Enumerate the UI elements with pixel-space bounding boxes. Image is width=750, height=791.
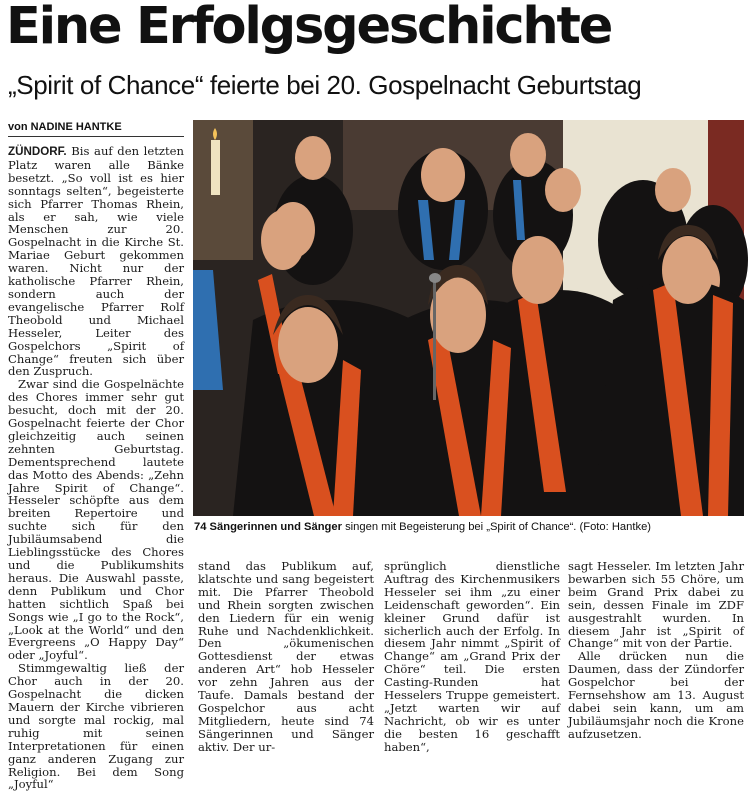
choir-photo-illustration xyxy=(193,120,744,516)
choir-photo xyxy=(193,120,744,516)
headline: Eine Erfolgsgeschichte xyxy=(6,0,612,56)
paragraph-1 xyxy=(8,145,184,378)
paragraph-2: Zwar sind die Gospelnächte des Chores immer sehr gut besucht, doch mit der 20. Gospelnacht feierte der Chor gleichzeitig auch seinen zehnten Geburtstag. Dementsprechend lautete das Motto des Abends: „Zehn Jahre Spirit of Change“. Hesseler schöpfte aus dem breiten Repertoire und suchte sich für den Jubiläumsabend die Lieblingsstücke des Chores und die Publikumshits heraus. Die Auswahl passte, denn Publikum und Chor hatten sichtlich Spaß bei Songs wie „I go to the Rock“, „Look at the World“ und den Evergreens „O Happy Day“ oder „Joyful“. xyxy=(8,377,184,663)
byline: von NADINE HANTKE xyxy=(8,121,122,133)
paragraph-7: Alle drücken nun die Daumen, dass der Zündorfer Gospelchor bei der Fernsehshow am 13. August dabei sein kann, um am Jubiläumsjahr noch die Krone aufzusetzen. xyxy=(568,649,744,741)
caption-bold: 74 Sängerinnen und Sänger xyxy=(194,521,342,533)
caption-text: singen mit Begeisterung bei „Spirit of Chance“. (Foto: Hantke) xyxy=(341,521,652,533)
dateline: ZÜNDORF. xyxy=(8,145,67,158)
article-column-1 xyxy=(8,144,184,791)
paragraph-5: sprünglich dienstliche Auftrag des Kirchenmusikers Hesseler sei ihm „zu einer Leidenschaft geworden“. Ein kleiner Grund dafür ist sicherlich auch der Erfolg. In diesem Jahr nimmt „Spirit of Change“ am „Grand Prix der Chöre“ teil. Die ersten Casting-Runden hat Hesselers Truppe gemeistert. „Jetzt warten wir auf Nachricht, ob wir es unter die besten 16 geschafft haben“, xyxy=(384,559,560,754)
paragraph-4: stand das Publikum auf, klatschte und sang begeistert mit. Die Pfarrer Theobold und Rhein sorgten zwischen den Liedern für ein wenig Ruhe und Nachdenklichkeit. Den „ökumenischen Gottesdienst der etwas anderen Art“ hob Hesseler vor zehn Jahren aus der Taufe. Damals bestand der Gospelchor aus acht Mitgliedern, heute sind 74 Sängerinnen und Sänger aktiv. Der ur- xyxy=(198,559,374,754)
subheadline: „Spirit of Chance“ feierte bei 20. Gospelnacht Geburtstag xyxy=(8,70,642,100)
paragraph-6: sagt Hesseler. Im letzten Jahr bewarben sich 55 Chöre, um beim Grand Prix dabei zu sein, dessen Finale im ZDF ausgestrahlt wurden. In diesem Jahr ist „Spirit of Change“ mit von der Partie. xyxy=(568,559,744,651)
article-column-4 xyxy=(568,560,744,752)
paragraph-1-text: Bis auf den letzten Platz waren alle Bänke besetzt. „So voll ist es hier sonntags selten“, begeisterte sich Pfarrer Thomas Rhein, als er sah, wie viele Menschen zur 20. Gospelnacht in die Kirche St. Mariae Geburt gekommen waren. Nicht nur der katholische Pfarrer Rhein, sondern auch der evangelische Pfarrer Rolf Theobold und Michael Hesseler, Leiter des Gospelchors „Spirit of Change“ freuten sich über den Zuspruch. xyxy=(8,144,184,379)
paragraph-3: Stimmgewaltig ließ der Chor auch in der 20. Gospelnacht die dicken Mauern der Kirche vibrieren und sorgte mal rockig, mal ruhig mit seinen Interpretationen für einen ganz anderen Zugang zur Religion. Bei dem Song „Joyful“ xyxy=(8,661,184,791)
article-column-2 xyxy=(198,560,374,752)
byline-rule xyxy=(8,136,184,137)
article-column-3 xyxy=(384,560,560,752)
photo-caption xyxy=(194,521,746,533)
